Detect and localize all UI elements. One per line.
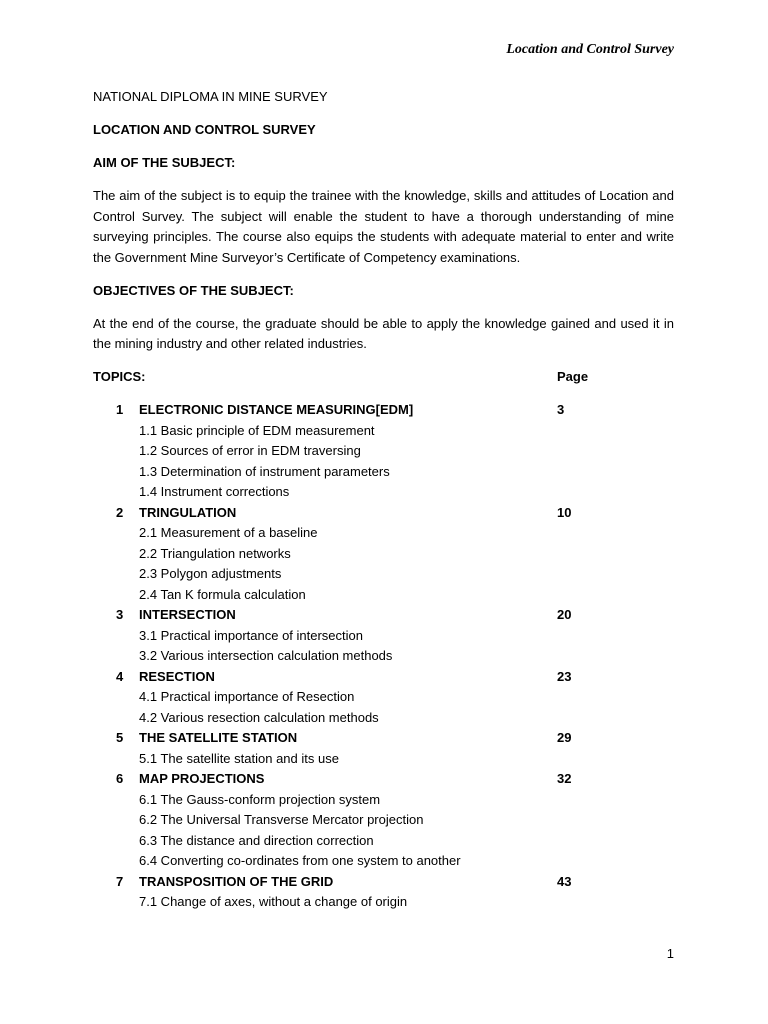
- topic-page-number: 29: [557, 730, 572, 745]
- objectives-paragraph: At the end of the course, the graduate should be able to apply the knowledge gained and used it in the mining industry and other related industries.: [93, 315, 674, 351]
- subject-title: LOCATION AND CONTROL SURVEY: [93, 122, 316, 137]
- subtopic-item: 1.3 Determination of instrument parameters: [139, 463, 390, 479]
- topic-number: 4: [116, 668, 124, 684]
- topic-page-number: 10: [557, 504, 572, 520]
- subtopic-item: 2.4 Tan K formula calculation: [139, 586, 306, 602]
- subtopic-item: 3.2 Various intersection calculation methods: [139, 648, 393, 663]
- topic-row: [93, 400, 674, 421]
- subtopic-item: 4.1 Practical importance of Resection: [139, 689, 355, 704]
- topic-title: TRANSPOSITION OF THE GRID: [139, 873, 334, 889]
- topic-page-number: 23: [557, 668, 572, 684]
- subtopic-item: 5.1 The satellite station and its use: [139, 750, 339, 766]
- topic-title: RESECTION: [139, 668, 215, 684]
- topic-title: ELECTRONIC DISTANCE MEASURING[EDM]: [139, 402, 414, 417]
- document-body: [93, 87, 674, 913]
- subtopic-item: 6.1 The Gauss-conform projection system: [139, 791, 381, 807]
- topic-number: 3: [116, 607, 124, 622]
- page-number: 1: [666, 946, 674, 961]
- topics-header-row: [93, 367, 674, 388]
- topic-number: 5: [116, 730, 124, 745]
- subtopic-item: 6.3 The distance and direction correction: [139, 832, 374, 848]
- subtopic-item: 1.2 Sources of error in EDM traversing: [139, 443, 361, 458]
- running-header: Location and Control Survey: [506, 42, 674, 57]
- subtopic-item: 2.2 Triangulation networks: [139, 545, 291, 561]
- aim-heading: AIM OF THE SUBJECT:: [93, 155, 236, 170]
- topic-row: [93, 667, 674, 688]
- topic-title: INTERSECTION: [139, 607, 236, 622]
- topic-row: [93, 872, 674, 893]
- subtopic-item: 1.1 Basic principle of EDM measurement: [139, 422, 375, 438]
- topic-page-number: 32: [557, 771, 572, 786]
- page-column-heading: Page: [557, 369, 589, 384]
- objectives-heading: OBJECTIVES OF THE SUBJECT:: [93, 282, 294, 298]
- topic-page-number: 43: [557, 873, 572, 889]
- topic-number: 1: [116, 402, 124, 417]
- aim-paragraph: The aim of the subject is to equip the trainee with the knowledge, skills and attitudes of Location and Control Survey. The subject will enable the student to have a thorough understanding of mine surveying principles. The course also equips the students with adequate material to enter and write the Government Mine Surveyor’s Certificate of Competency examinations.: [93, 188, 674, 265]
- topic-title: TRINGULATION: [139, 504, 237, 520]
- subtopic-item: 3.1 Practical importance of intersection: [139, 627, 363, 643]
- table-of-contents: [93, 400, 674, 913]
- subtopic-item: 7.1 Change of axes, without a change of origin: [139, 894, 408, 909]
- topic-page-number: 3: [557, 402, 565, 417]
- diploma-title: NATIONAL DIPLOMA IN MINE SURVEY: [93, 89, 328, 104]
- subtopic-item: 6.4 Converting co-ordinates from one system to another: [139, 853, 461, 868]
- topic-title: THE SATELLITE STATION: [139, 730, 298, 745]
- topic-title: MAP PROJECTIONS: [139, 771, 265, 786]
- topics-heading: TOPICS:: [93, 369, 146, 384]
- topic-row: [93, 769, 674, 790]
- topic-number: 2: [116, 504, 124, 520]
- subtopic-item: 2.1 Measurement of a baseline: [139, 525, 318, 540]
- subtopic-item: 1.4 Instrument corrections: [139, 484, 290, 499]
- topic-row: [93, 728, 674, 749]
- topic-page-number: 20: [557, 607, 572, 622]
- topic-row: [93, 503, 674, 524]
- subtopic-item: 2.3 Polygon adjustments: [139, 566, 282, 581]
- subtopic-item: 6.2 The Universal Transverse Mercator projection: [139, 812, 424, 827]
- subtopic-item: 4.2 Various resection calculation methods: [139, 709, 379, 725]
- topic-row: [93, 605, 674, 626]
- topic-number: 7: [116, 873, 124, 889]
- topic-number: 6: [116, 771, 124, 786]
